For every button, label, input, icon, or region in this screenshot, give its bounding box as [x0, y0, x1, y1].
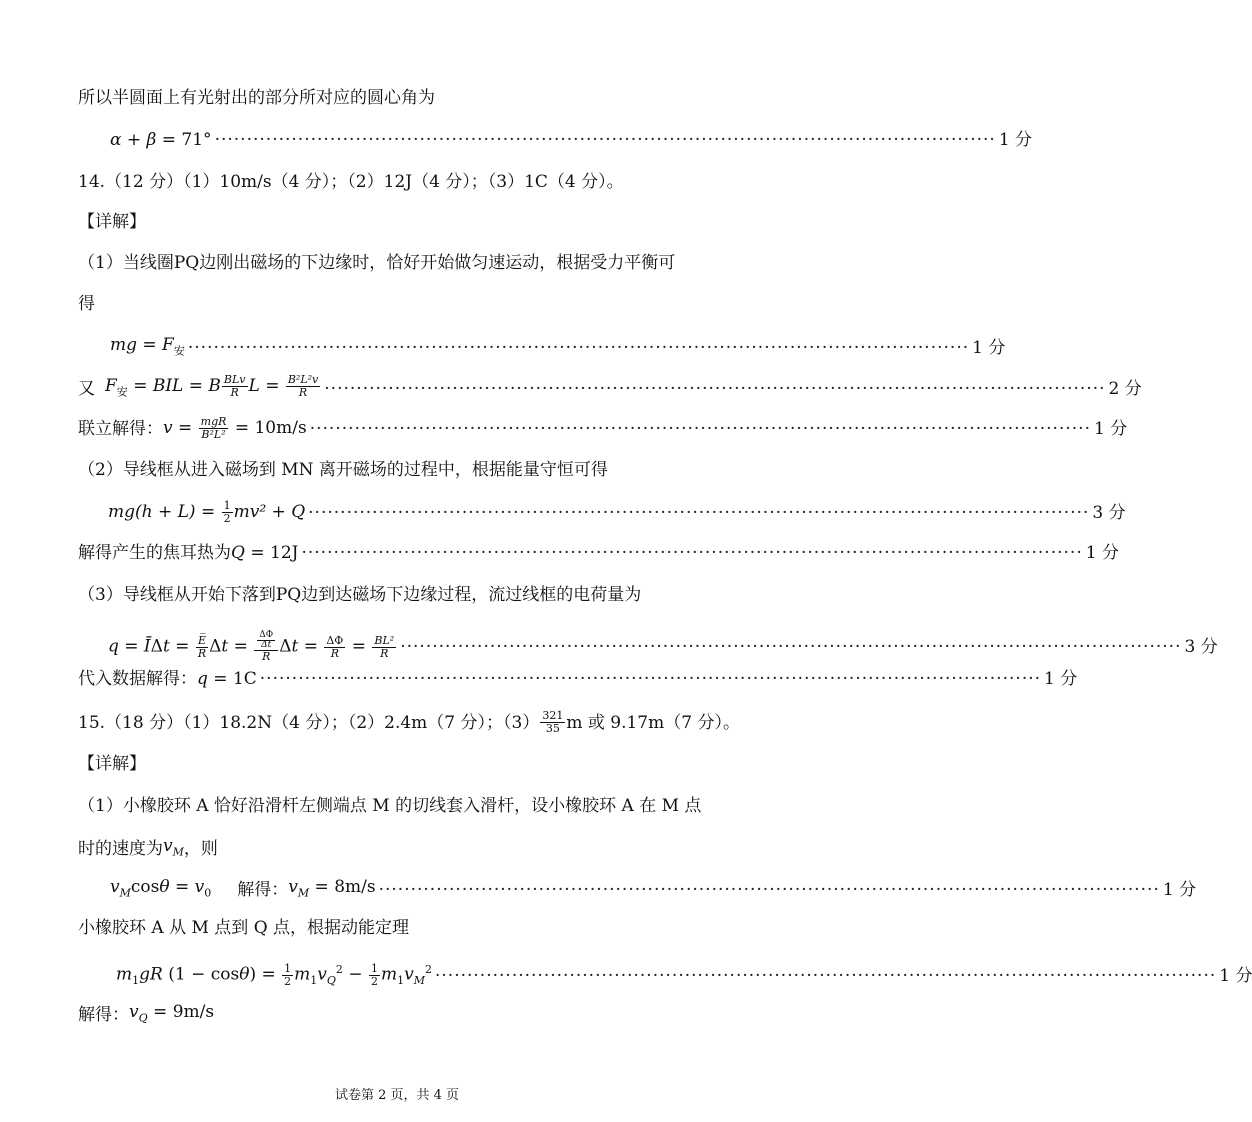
question-15-header	[78, 710, 740, 735]
equation: α + β = 71°	[110, 130, 212, 150]
equation: q = ĪΔt = $\frac{E̅}{R}$ Δt = $\frac{\frac{\Delta\Phi}{\Delta t}}{R}$ Δt = $\frac{\Delta\Phi}{R}$ = $\frac{\text{BL²}}{R}$	[108, 630, 395, 663]
equation-vm	[110, 875, 1197, 905]
text-prefix: 联立解得：	[78, 418, 163, 439]
leader-dots: ··························································································································	[378, 880, 1160, 901]
leader-dots: ··························································································································	[187, 338, 970, 359]
equation: $v_Q = 9m/s$	[129, 1002, 215, 1025]
text-line: 得	[78, 294, 95, 314]
score-label: 1 分	[998, 130, 1033, 150]
score-label: 1 分	[1085, 543, 1119, 563]
equation-kinetic	[116, 958, 1252, 993]
detail-heading: 【详解】	[78, 754, 146, 774]
equation-vq	[78, 1000, 214, 1030]
equation: mg = $F_安$	[110, 335, 185, 358]
score-label: 3 分	[1092, 502, 1126, 523]
equation: mg(h + L) = $\frac{1}{2}$ mv² + Q	[108, 499, 306, 525]
leader-dots: ··························································································································	[434, 965, 1217, 986]
leader-dots: ··························································································································	[308, 502, 1090, 523]
equation: Q = 12J	[231, 543, 299, 563]
text-line-vm	[78, 834, 218, 864]
text-line: 所以半圆面上有光射出的部分所对应的圆心角为	[78, 88, 435, 108]
score-label: 3 分	[1184, 637, 1218, 657]
text-prefix: 又	[78, 379, 95, 400]
text-prefix: 解得：	[237, 880, 289, 901]
equation: q = 1C	[197, 669, 257, 689]
text-line: （1）当线圈PQ边刚出磁场的下边缘时，恰好开始做匀速运动，根据受力平衡可	[78, 253, 676, 273]
text-prefix: 解得：	[78, 1005, 129, 1026]
fraction-denominator: 35	[545, 722, 560, 735]
equation-mg-f	[110, 333, 1006, 363]
text-prefix: 时的速度为	[78, 839, 163, 860]
equation-heat	[78, 541, 1119, 565]
equation-charge	[108, 625, 1218, 669]
equation: $F_安$ = BIL = B $\frac{\text{BLv}}{R}$ L = $\frac{\text{B²L²v}}{R}$	[105, 373, 319, 399]
equation: v = $\frac{\text{mgR}}{\text{B²L²}}$ = 10m/s	[163, 415, 307, 441]
text-line: （3）导线框从开始下落到PQ边到达磁场下边缘过程，流过线框的电荷量为	[78, 585, 642, 605]
score-label: 1 分	[1162, 880, 1197, 901]
text-line: 小橡胶环 A 从 M 点到 Q 点，根据动能定理	[78, 918, 410, 938]
leader-dots: ··························································································································	[214, 130, 996, 150]
leader-dots: ··························································································································	[324, 379, 1106, 400]
text-line: （2）导线框从进入磁场到 MN 离开磁场的过程中，根据能量守恒可得	[78, 460, 608, 480]
equation: $m_1gR$ (1 − cosθ) = $\frac{1}{2}$ $m_1v_Q^2$ − $\frac{1}{2}$ $m_1v_M^2$	[116, 961, 432, 988]
equation-ampere-force	[78, 373, 1142, 404]
text-prefix: 代入数据解得：	[78, 669, 197, 689]
leader-dots: ··························································································································	[301, 543, 1083, 563]
text-prefix: 解得产生的焦耳热为	[78, 543, 231, 563]
fraction	[540, 710, 565, 735]
leader-dots: ··························································································································	[259, 669, 1042, 689]
leader-dots: ··························································································································	[400, 637, 1182, 657]
detail-heading: 【详解】	[78, 212, 146, 232]
question-14-header: 14.（12 分）（1）10m/s（4 分）；（2）12J（4 分）；（3）1C（4 分）。	[78, 172, 624, 192]
equation-charge-result	[78, 667, 1078, 691]
header-part: 15.（18 分）（1）18.2N（4 分）；（2）2.4m（7 分）；（3）	[78, 712, 540, 733]
equation: $v_M\cos\theta = v_0$	[110, 877, 212, 900]
score-label: 1 分	[1093, 418, 1128, 439]
equation: $v_M = 8m/s$	[288, 877, 376, 900]
leader-dots: ··························································································································	[309, 418, 1091, 439]
score-label: 2 分	[1108, 379, 1142, 400]
score-label: 1 分	[1044, 669, 1078, 689]
score-label: 1 分	[1219, 965, 1252, 986]
equation-velocity	[78, 415, 1128, 441]
text-line: （1）小橡胶环 A 恰好沿滑杆左侧端点 M 的切线套入滑杆，设小橡胶环 A 在 M 点	[78, 796, 702, 816]
fraction-numerator: 321	[542, 709, 564, 722]
header-part: m 或 9.17m（7 分）。	[566, 712, 740, 733]
equation: $v_M$	[163, 836, 184, 859]
score-label: 1 分	[972, 338, 1006, 359]
equation-energy	[108, 499, 1126, 525]
equation-alpha-beta	[110, 128, 1033, 152]
page-footer: 试卷第 2 页，共 4 页	[334, 1088, 460, 1103]
text-suffix: ，则	[183, 839, 218, 860]
